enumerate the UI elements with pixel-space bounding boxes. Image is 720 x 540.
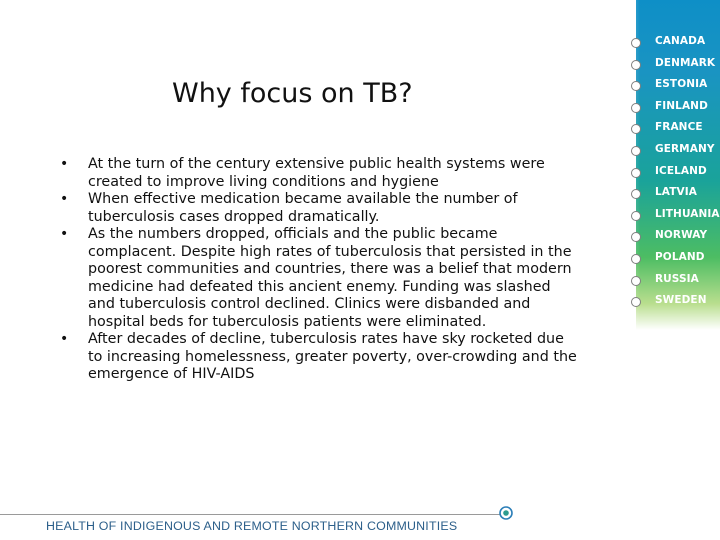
bullet-dot-icon (631, 124, 641, 134)
bullet-dot-icon (631, 81, 641, 91)
target-logo-icon (499, 506, 513, 520)
bullet-dot-icon (631, 146, 641, 156)
country-item-lithuania (628, 205, 720, 227)
country-item-poland (628, 248, 720, 270)
bullet-dot-icon (631, 189, 641, 199)
bullet-text: At the turn of the century extensive public health systems were created to improve living conditions and hygiene (88, 156, 545, 190)
bullet-icon: • (60, 331, 69, 347)
country-label: LITHUANIA (655, 207, 720, 220)
country-item-iceland (628, 162, 720, 184)
bullet-item (58, 156, 578, 191)
country-item-sweden (628, 291, 720, 313)
bullet-text: When effective medication became available the number of tuberculosis cases dropped dramatically. (88, 191, 518, 225)
country-list (628, 32, 720, 313)
country-label: ICELAND (655, 164, 707, 177)
country-label: RUSSIA (655, 272, 699, 285)
bullet-dot-icon (631, 297, 641, 307)
country-label: DENMARK (655, 56, 716, 69)
bullet-dot-icon (631, 211, 641, 221)
bullet-dot-icon (631, 276, 641, 286)
bullet-text: After decades of decline, tuberculosis rates have sky rocketed due to increasing homelessness, greater poverty, over-crowding and the emergence of HIV-AIDS (88, 331, 577, 382)
bullet-dot-icon (631, 168, 641, 178)
country-item-finland (628, 97, 720, 119)
country-label: GERMANY (655, 142, 715, 155)
country-item-france (628, 118, 720, 140)
bullet-dot-icon (631, 103, 641, 113)
footer-divider (0, 514, 500, 515)
bullet-icon: • (60, 156, 69, 172)
slide-title: Why focus on TB? (172, 78, 413, 109)
bullet-item (58, 226, 578, 331)
country-label: LATVIA (655, 186, 697, 199)
country-item-denmark (628, 54, 720, 76)
country-label: ESTONIA (655, 78, 708, 91)
bullet-dot-icon (631, 232, 641, 242)
country-item-russia (628, 270, 720, 292)
country-label: CANADA (655, 35, 706, 47)
bullet-icon: • (60, 226, 69, 242)
country-item-canada (628, 32, 720, 54)
bullet-dot-icon (631, 60, 641, 70)
bullet-item (58, 191, 578, 226)
country-item-norway (628, 226, 720, 248)
bullet-text: As the numbers dropped, officials and the public became complacent. Despite high rates of tuberculosis that persisted in the poorest communities and countries, there was a belief that modern medicine had defeated this ancient enemy. Funding was slashed and tuberculosis control declined. Clinics were disbanded and hospital beds for tuberculosis patients were eliminated. (88, 226, 572, 330)
country-label: POLAND (655, 250, 705, 263)
country-label: NORWAY (655, 229, 708, 242)
country-label: FINLAND (655, 99, 708, 112)
bullet-item (58, 331, 578, 384)
country-item-latvia (628, 183, 720, 205)
country-label: FRANCE (655, 121, 703, 134)
country-item-estonia (628, 75, 720, 97)
bullet-dot-icon (631, 254, 641, 264)
country-label: SWEDEN (655, 294, 707, 307)
bullet-list (58, 156, 578, 384)
bullet-dot-icon (631, 38, 641, 48)
footer-title: HEALTH OF INDIGENOUS AND REMOTE NORTHERN COMMUNITIES (46, 519, 458, 533)
bullet-icon: • (60, 191, 69, 207)
country-item-germany (628, 140, 720, 162)
